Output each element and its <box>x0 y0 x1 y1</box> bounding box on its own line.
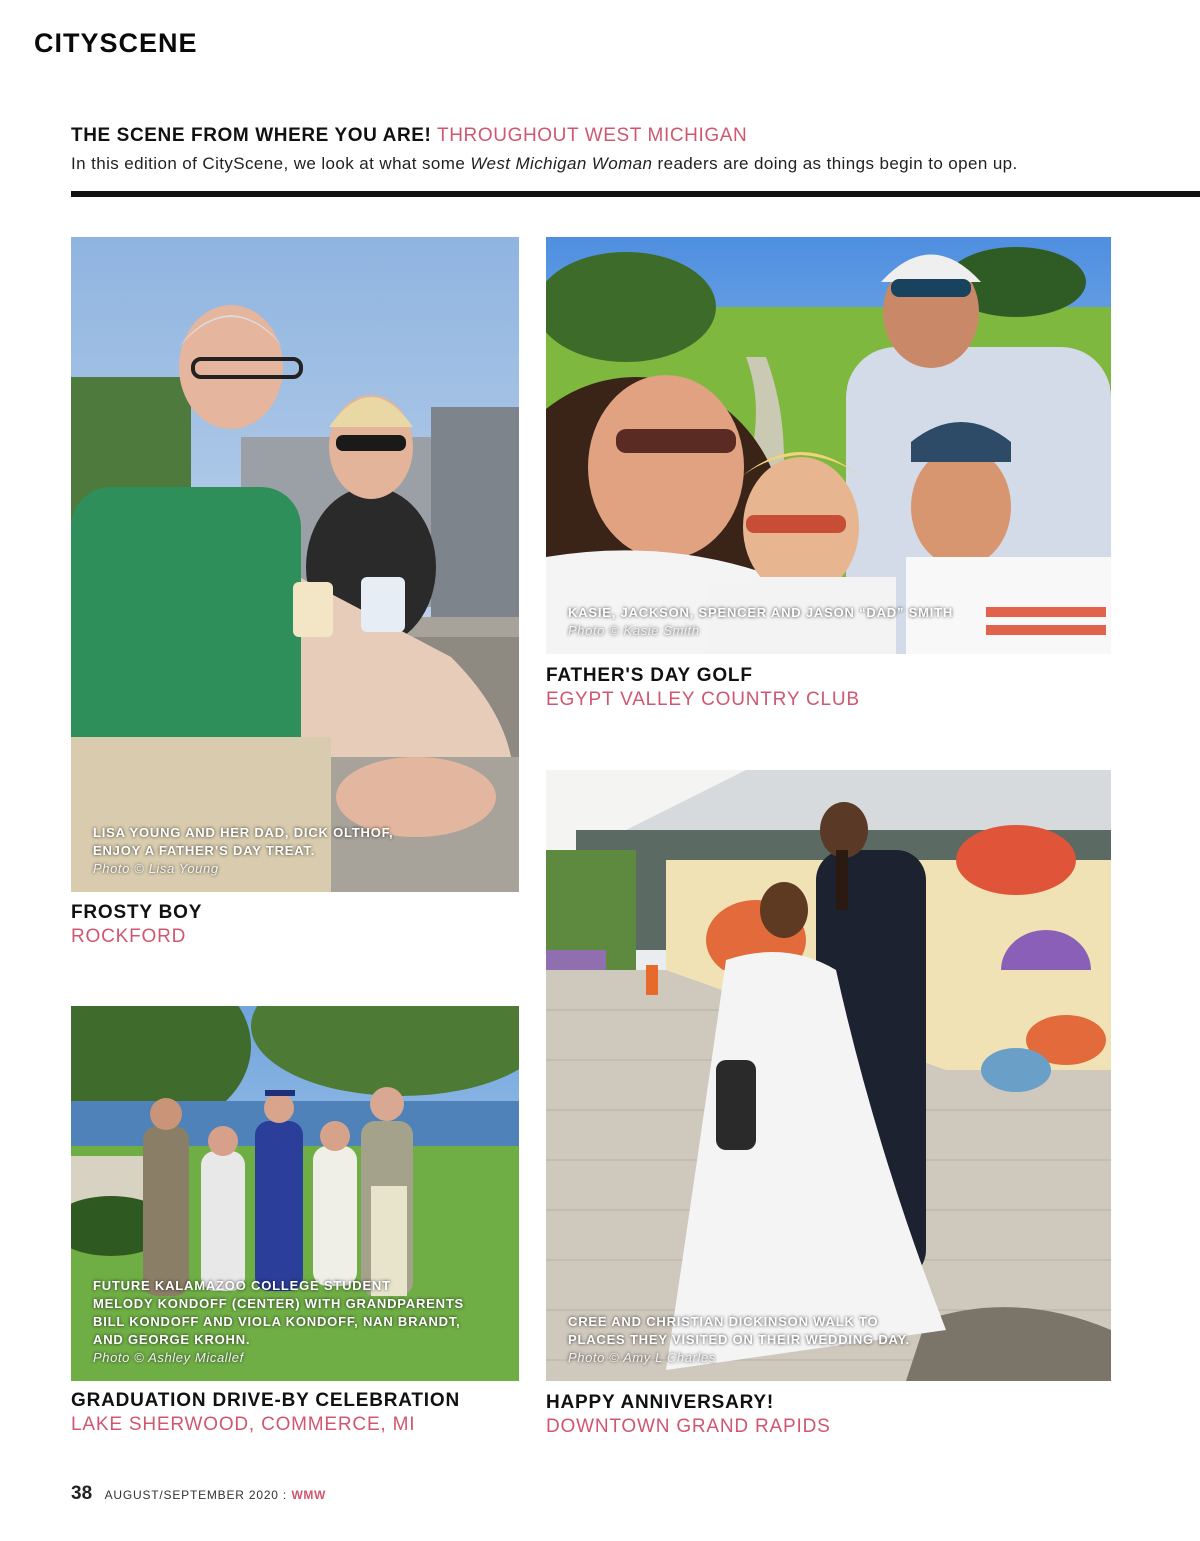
caption-line: AND GEORGE KROHN. <box>93 1332 251 1347</box>
caption-fathers-day-golf <box>568 604 1095 640</box>
brand-mark: WMW <box>291 1488 326 1502</box>
story-title-frosty-boy: FROSTY BOY <box>71 902 203 923</box>
photo-anniversary <box>546 770 1111 1381</box>
caption-line: FUTURE KALAMAZOO COLLEGE STUDENT <box>93 1278 391 1293</box>
headline-text: THE SCENE FROM WHERE YOU ARE! <box>71 125 432 146</box>
issue-date: AUGUST/SEPTEMBER 2020 : <box>104 1488 288 1502</box>
caption-line: MELODY KONDOFF (CENTER) WITH GRANDPARENTS <box>93 1296 465 1311</box>
caption-line: LISA YOUNG AND HER DAD, DICK OLTHOF, <box>93 825 394 840</box>
intro-paragraph <box>71 154 1018 174</box>
story-place-fathers-day-golf: EGYPT VALLEY COUNTRY CLUB <box>546 689 860 710</box>
photo-credit: Photo © Lisa Young <box>93 861 219 876</box>
photo-credit: Photo © Ashley Micallef <box>93 1350 244 1365</box>
headline-location: THROUGHOUT WEST MICHIGAN <box>437 125 748 146</box>
story-title-fathers-day-golf: FATHER'S DAY GOLF <box>546 665 753 686</box>
story-title-anniversary: HAPPY ANNIVERSARY! <box>546 1392 775 1413</box>
intro-text-end: readers are doing as things begin to open up. <box>657 154 1018 173</box>
caption-line: KASIE, JACKSON, SPENCER AND JASON “DAD” SMITH <box>568 605 954 620</box>
intro-text-start: In this edition of CityScene, we look at what some <box>71 154 466 173</box>
caption-frosty-boy <box>93 824 503 878</box>
photo-graduation <box>71 1006 519 1381</box>
photo-fathers-day-golf <box>546 237 1111 654</box>
story-place-anniversary: DOWNTOWN GRAND RAPIDS <box>546 1416 831 1437</box>
story-title-graduation: GRADUATION DRIVE-BY CELEBRATION <box>71 1390 460 1411</box>
caption-graduation <box>93 1277 503 1367</box>
caption-line: CREE AND CHRISTIAN DICKINSON WALK TO <box>568 1314 879 1329</box>
page-number: 38 <box>71 1483 93 1504</box>
anniversary-scene <box>546 770 1111 1381</box>
header-rule <box>71 191 1200 197</box>
caption-line: PLACES THEY VISITED ON THEIR WEDDING DAY. <box>568 1332 910 1347</box>
photo-credit: Photo © Kasie Smith <box>568 623 700 638</box>
story-place-graduation: LAKE SHERWOOD, COMMERCE, MI <box>71 1414 416 1435</box>
photo-frosty-boy <box>71 237 519 892</box>
section-title: CITYSCENE <box>34 28 198 58</box>
caption-line: BILL KONDOFF AND VIOLA KONDOFF, NAN BRANDT, <box>93 1314 461 1329</box>
page-headline <box>71 125 747 147</box>
caption-line: ENJOY A FATHER’S DAY TREAT. <box>93 843 316 858</box>
magazine-name: West Michigan Woman <box>470 154 653 173</box>
page-footer <box>71 1483 326 1505</box>
frosty-boy-scene <box>71 237 519 892</box>
golf-scene <box>546 237 1111 654</box>
photo-credit: Photo © Amy L Charles <box>568 1350 716 1365</box>
story-place-frosty-boy: ROCKFORD <box>71 926 187 947</box>
caption-anniversary <box>568 1313 1095 1367</box>
